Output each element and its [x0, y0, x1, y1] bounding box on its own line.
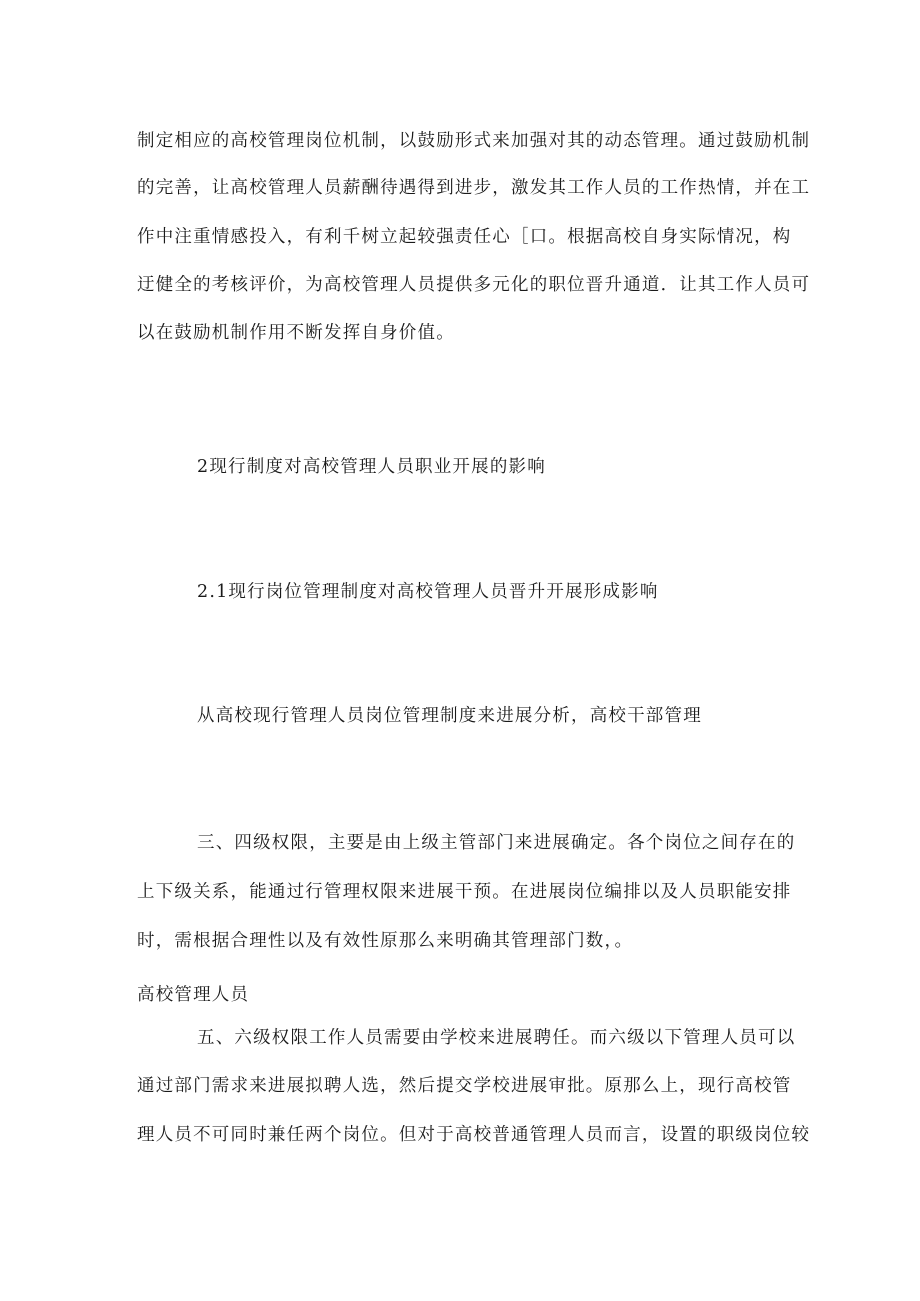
paragraph-1-line-1: 制定相应的高校管理岗位机制，以鼓励形式来加强对其的动态管理。通过鼓励机制: [137, 131, 811, 151]
paragraph-2: 从高校现行管理人员岗位管理制度来进展分析，高校干部管理: [197, 706, 702, 726]
paragraph-4-line-3: 理人员不可同时兼任两个岗位。但对于高校普通管理人员而言，设置的职级岗位较: [137, 1125, 811, 1145]
paragraph-1-line-4: 迂健全的考核评价，为高校管理人员提供多元化的职位晋升通道．让其工作人员可: [137, 275, 811, 295]
paragraph-3-line-2: 上下级关系，能通过行管理权限来进展干预。在进展岗位编排以及人员职能安排: [137, 882, 792, 902]
paragraph-3-line-1: 三、四级权限，主要是由上级主管部门来进展确定。各个岗位之间存在的: [197, 833, 796, 853]
paragraph-1-line-2: 的完善，让高校管理人员薪酬待遇得到进步，激发其工作人员的工作热情，并在工: [137, 178, 811, 198]
paragraph-4-line-1: 五、六级权限工作人员需要由学校来进展聘任。而六级以下管理人员可以: [197, 1028, 796, 1048]
section-heading-2: 2现行制度对高校管理人员职业开展的影响: [197, 457, 546, 477]
paragraph-3-line-3: 时，需根据合理性以及有效性原那么来明确其管理部门数，。: [137, 931, 634, 951]
inline-label: 高校管理人员: [137, 985, 250, 1005]
section-heading-2-1: 2.1现行岗位管理制度对高校管理人员晋升开展形成影响: [197, 582, 659, 602]
paragraph-1-line-3: 作中注重情感投入，有利千树立起较强责任心［口。根据高校自身实际情况，构: [137, 227, 792, 247]
paragraph-4-line-2: 通过部门需求来进展拟聘人选，然后提交学校进展审批。原那么上，现行高校管: [137, 1076, 792, 1096]
paragraph-1-line-5: 以在鼓励机制作用不断发挥自身价值。: [137, 323, 455, 343]
